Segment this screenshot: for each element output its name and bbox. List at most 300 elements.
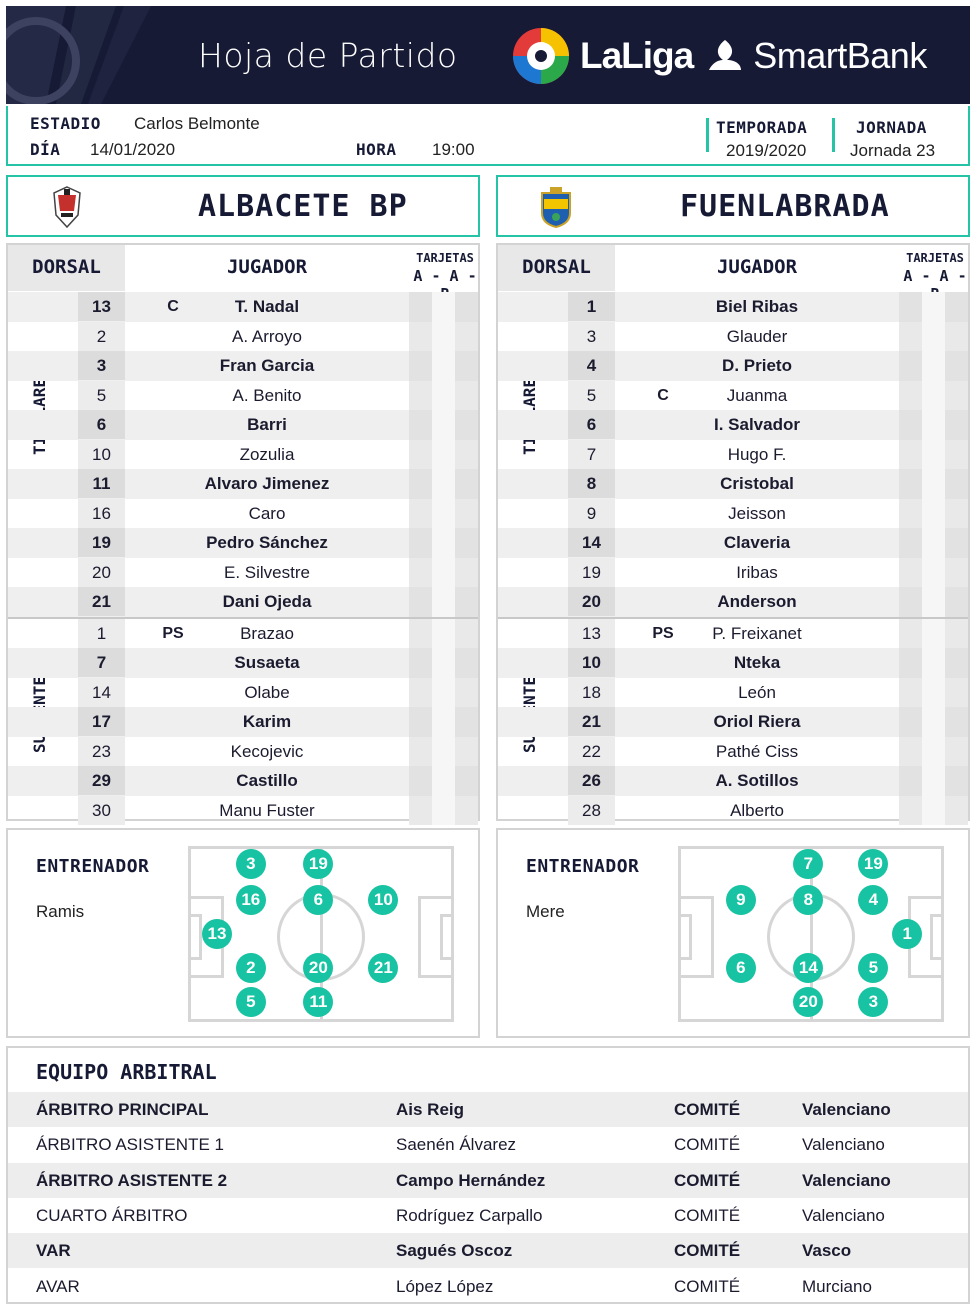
- player-marker: 13: [202, 919, 232, 949]
- player-number: 30: [78, 796, 125, 825]
- player-row: [498, 619, 968, 649]
- jugador-header: JUGADOR: [716, 256, 798, 278]
- smartbank-logo-icon: [705, 36, 745, 76]
- player-row: [498, 440, 968, 470]
- player-name: Caro: [248, 503, 286, 523]
- player-row: [498, 766, 968, 796]
- player-number: 18: [568, 678, 615, 707]
- card-cell: [455, 499, 478, 529]
- card-cell: [455, 410, 478, 440]
- card-cell: [899, 292, 922, 322]
- player-name: Biel Ribas: [715, 297, 799, 316]
- player-name: Barri: [247, 415, 287, 434]
- home-coach-panel: [6, 828, 480, 1038]
- player-name: Kecojevic: [230, 741, 304, 761]
- card-cell: [432, 469, 455, 499]
- referee-role: VAR: [36, 1241, 71, 1261]
- player-row: [8, 292, 478, 322]
- card-cell: [899, 381, 922, 411]
- card-cell: [945, 351, 968, 381]
- player-number: 13: [78, 292, 125, 321]
- card-cell: [945, 440, 968, 470]
- tarjetas-sub: A - A -: [413, 267, 477, 285]
- player-row: [498, 678, 968, 708]
- referee-role: ÁRBITRO ASISTENTE 1: [36, 1135, 224, 1155]
- player-name: Olabe: [244, 682, 290, 702]
- player-name: Susaeta: [234, 653, 300, 672]
- player-number: 16: [78, 499, 125, 528]
- card-cell: [922, 766, 945, 796]
- card-cell: [432, 766, 455, 796]
- player-row: [8, 410, 478, 440]
- player-number: 10: [568, 648, 615, 677]
- player-row: [498, 707, 968, 737]
- player-row: [8, 469, 478, 499]
- comite-value: Valenciano: [802, 1205, 885, 1225]
- card-cell: [899, 440, 922, 470]
- player-marker: 2: [236, 953, 266, 983]
- referee-name: Sagués Oscoz: [396, 1241, 513, 1261]
- player-name: P. Freixanet: [712, 623, 802, 643]
- card-cell: [409, 381, 432, 411]
- player-number: 7: [568, 440, 615, 469]
- card-cell: [409, 292, 432, 322]
- dorsal-header: DORSAL: [498, 245, 615, 291]
- card-cell: [432, 619, 455, 649]
- player-marker: 14: [793, 953, 823, 983]
- section-divider: [8, 617, 478, 619]
- card-cell: [455, 796, 478, 826]
- card-cell: [455, 322, 478, 352]
- card-cell: [432, 587, 455, 617]
- referee-row: [8, 1233, 968, 1268]
- tarjetas-sub: A - A -: [903, 267, 967, 285]
- card-cell: [922, 469, 945, 499]
- player-name: T. Nadal: [234, 297, 300, 316]
- player-number: 8: [568, 469, 615, 498]
- comite-label: COMITÉ: [674, 1100, 741, 1119]
- comite-value: Valenciano: [802, 1135, 885, 1155]
- player-name: Hugo F.: [727, 444, 787, 464]
- card-cell: [945, 381, 968, 411]
- entrenador-label: ENTRENADOR: [36, 856, 150, 877]
- card-cell: [409, 351, 432, 381]
- player-marker: 6: [303, 885, 333, 915]
- card-cell: [455, 678, 478, 708]
- estadio-value: Carlos Belmonte: [134, 114, 260, 133]
- card-cell: [409, 737, 432, 767]
- player-number: 22: [568, 737, 615, 766]
- away-coach-name: Mere: [526, 902, 565, 921]
- temporada-value: 2019/2020: [726, 141, 807, 160]
- player-number: 20: [78, 558, 125, 587]
- player-name: Alberto: [730, 800, 784, 820]
- card-cell: [432, 499, 455, 529]
- dia-value: 14/01/2020: [90, 140, 176, 159]
- card-cell: [432, 796, 455, 826]
- player-number: 26: [568, 766, 615, 795]
- card-cell: [922, 648, 945, 678]
- player-name: Oriol Riera: [713, 712, 801, 731]
- player-row: [8, 648, 478, 678]
- card-cell: [945, 558, 968, 588]
- card-cell: [455, 707, 478, 737]
- comite-value: Murciano: [802, 1276, 872, 1296]
- player-number: 6: [568, 410, 615, 439]
- player-marker: 1: [892, 919, 922, 949]
- player-number: 5: [568, 381, 615, 410]
- card-cell: [899, 619, 922, 649]
- player-marker: 10: [368, 885, 398, 915]
- player-row: [8, 737, 478, 767]
- player-marker: 7: [793, 849, 823, 879]
- card-cell: [922, 558, 945, 588]
- match-info-bar: [6, 106, 970, 166]
- jugador-header: JUGADOR: [226, 256, 308, 278]
- player-number: 4: [568, 351, 615, 380]
- card-cell: [945, 528, 968, 558]
- card-cell: [432, 410, 455, 440]
- card-cell: [922, 678, 945, 708]
- section-divider: [498, 617, 968, 619]
- divider: [832, 118, 835, 152]
- player-number: 9: [568, 499, 615, 528]
- card-cell: [945, 678, 968, 708]
- player-row: [498, 587, 968, 617]
- card-cell: [455, 766, 478, 796]
- player-row: [8, 381, 478, 411]
- player-name: León: [738, 682, 776, 702]
- tarjetas-title: TARJETAS: [416, 251, 474, 265]
- player-flag: C: [657, 386, 669, 404]
- player-row: [498, 648, 968, 678]
- jornada-value: Jornada 23: [850, 141, 936, 160]
- card-cell: [432, 440, 455, 470]
- player-name: Castillo: [236, 771, 298, 790]
- player-name: A. Sotillos: [715, 771, 799, 790]
- comite-label: COMITÉ: [674, 1135, 741, 1155]
- player-number: 1: [568, 292, 615, 321]
- referee-row: [8, 1198, 968, 1233]
- referee-role: CUARTO ÁRBITRO: [36, 1205, 188, 1225]
- player-name: Zozulia: [239, 444, 295, 464]
- player-row: [8, 499, 478, 529]
- player-marker: 8: [793, 885, 823, 915]
- player-row: [8, 528, 478, 558]
- card-cell: [432, 528, 455, 558]
- player-name: E. Silvestre: [224, 562, 310, 582]
- player-row: [8, 322, 478, 352]
- card-cell: [922, 619, 945, 649]
- player-row: [8, 558, 478, 588]
- player-name: Glauder: [726, 326, 788, 346]
- hora-label: HORA: [356, 140, 397, 159]
- card-cell: [455, 528, 478, 558]
- card-cell: [899, 587, 922, 617]
- away-team-header: [496, 175, 970, 237]
- player-name: Dani Ojeda: [222, 592, 312, 611]
- referee-panel: [6, 1046, 970, 1304]
- referee-name: Rodríguez Carpallo: [396, 1205, 543, 1225]
- player-row: [8, 587, 478, 617]
- player-marker: 6: [726, 953, 756, 983]
- card-cell: [899, 558, 922, 588]
- card-cell: [455, 351, 478, 381]
- home-team-header: [6, 175, 480, 237]
- home-coach-name: Ramis: [36, 902, 85, 921]
- card-cell: [899, 707, 922, 737]
- player-row: [498, 796, 968, 826]
- player-marker: 20: [793, 987, 823, 1017]
- player-row: [498, 381, 968, 411]
- fuenlabrada-crest-icon: [538, 185, 574, 229]
- player-number: 21: [568, 707, 615, 736]
- roster-header: [8, 245, 478, 291]
- player-name: Cristobal: [720, 474, 794, 493]
- card-cell: [945, 499, 968, 529]
- player-number: 10: [78, 440, 125, 469]
- card-cell: [945, 322, 968, 352]
- referee-title: EQUIPO ARBITRAL: [36, 1060, 217, 1084]
- player-row: [498, 410, 968, 440]
- card-cell: [432, 737, 455, 767]
- card-cell: [922, 322, 945, 352]
- away-coach-panel: [496, 828, 970, 1038]
- player-number: 19: [568, 558, 615, 587]
- player-row: [498, 558, 968, 588]
- temporada-label: TEMPORADA: [716, 118, 808, 137]
- referee-name: Saenén Álvarez: [396, 1135, 517, 1155]
- player-row: [498, 737, 968, 767]
- player-marker: 9: [726, 885, 756, 915]
- player-row: [8, 619, 478, 649]
- player-name: Anderson: [717, 592, 797, 611]
- card-cell: [455, 648, 478, 678]
- player-number: 14: [568, 528, 615, 557]
- jornada-label: JORNADA: [856, 118, 927, 137]
- card-cell: [432, 381, 455, 411]
- card-cell: [455, 619, 478, 649]
- player-number: 14: [78, 678, 125, 707]
- card-cell: [945, 648, 968, 678]
- referee-row: [8, 1269, 968, 1304]
- home-team-name: ALBACETE BP: [198, 189, 408, 224]
- comite-label: COMITÉ: [674, 1170, 741, 1190]
- player-row: [8, 766, 478, 796]
- player-name: D. Prieto: [722, 356, 792, 375]
- card-cell: [945, 469, 968, 499]
- card-cell: [432, 648, 455, 678]
- card-cell: [455, 587, 478, 617]
- player-number: 5: [78, 381, 125, 410]
- player-marker: 3: [858, 987, 888, 1017]
- card-cell: [899, 410, 922, 440]
- player-marker: 5: [858, 953, 888, 983]
- player-name: Pedro Sánchez: [206, 533, 328, 552]
- card-cell: [922, 292, 945, 322]
- card-cell: [922, 410, 945, 440]
- player-marker: 4: [858, 885, 888, 915]
- player-number: 2: [78, 322, 125, 351]
- referee-row: [8, 1127, 968, 1162]
- card-cell: [899, 528, 922, 558]
- player-number: 20: [568, 587, 615, 616]
- card-cell: [922, 499, 945, 529]
- card-cell: [922, 707, 945, 737]
- estadio-label: ESTADIO: [30, 114, 101, 133]
- player-name: Brazao: [240, 623, 294, 643]
- dorsal-header: DORSAL: [8, 245, 125, 291]
- player-name: A. Arroyo: [232, 326, 302, 346]
- card-cell: [899, 469, 922, 499]
- card-cell: [945, 707, 968, 737]
- card-cell: [899, 766, 922, 796]
- player-name: I. Salvador: [714, 415, 800, 434]
- comite-value: Valenciano: [802, 1100, 891, 1119]
- card-cell: [409, 469, 432, 499]
- comite-value: Vasco: [802, 1241, 852, 1261]
- player-number: 3: [78, 351, 125, 380]
- player-name: Fran Garcia: [219, 356, 315, 375]
- player-row: [498, 469, 968, 499]
- card-cell: [945, 410, 968, 440]
- card-cell: [455, 469, 478, 499]
- player-name: Manu Fuster: [219, 800, 315, 820]
- divider: [706, 118, 709, 152]
- card-cell: [455, 558, 478, 588]
- comite-value: Valenciano: [802, 1170, 891, 1190]
- entrenador-label: ENTRENADOR: [526, 856, 640, 877]
- player-flag: C: [167, 298, 179, 315]
- card-cell: [409, 528, 432, 558]
- tarjetas-title: TARJETAS: [906, 251, 964, 265]
- card-cell: [455, 292, 478, 322]
- stadium-decoration-icon: [6, 6, 156, 104]
- player-row: [498, 351, 968, 381]
- card-cell: [409, 678, 432, 708]
- brand-smartbank: SmartBank: [753, 35, 927, 76]
- home-roster: [6, 243, 480, 821]
- player-number: 11: [78, 469, 125, 498]
- card-cell: [409, 440, 432, 470]
- card-cell: [432, 558, 455, 588]
- card-cell: [432, 292, 455, 322]
- player-row: [498, 322, 968, 352]
- referee-role: ÁRBITRO PRINCIPAL: [36, 1100, 209, 1119]
- player-row: [8, 440, 478, 470]
- player-number: 1: [78, 619, 125, 648]
- referee-name: López López: [396, 1276, 494, 1296]
- card-cell: [409, 796, 432, 826]
- player-name: Alvaro Jimenez: [204, 474, 330, 493]
- brand-laliga: LaLiga: [580, 35, 694, 76]
- card-cell: [409, 322, 432, 352]
- player-flag: PS: [162, 624, 184, 642]
- away-formation-pitch: [678, 846, 944, 1022]
- page-title: Hoja de Partido: [198, 36, 458, 75]
- card-cell: [945, 292, 968, 322]
- player-row: [8, 796, 478, 826]
- dia-label: DÍA: [30, 140, 61, 159]
- albacete-crest-icon: [52, 185, 82, 229]
- card-cell: [409, 707, 432, 737]
- card-cell: [922, 528, 945, 558]
- card-cell: [455, 381, 478, 411]
- player-row: [498, 528, 968, 558]
- referee-row: [8, 1163, 968, 1198]
- card-cell: [409, 499, 432, 529]
- laliga-brand: [510, 26, 927, 86]
- card-cell: [409, 587, 432, 617]
- laliga-logo-icon: [510, 25, 572, 87]
- header-banner: [6, 6, 970, 104]
- card-cell: [922, 737, 945, 767]
- player-name: Iribas: [736, 562, 778, 582]
- card-cell: [899, 678, 922, 708]
- player-marker: 21: [368, 953, 398, 983]
- referee-row: [8, 1092, 968, 1127]
- card-cell: [922, 440, 945, 470]
- player-marker: 19: [858, 849, 888, 879]
- card-cell: [922, 796, 945, 826]
- player-number: 28: [568, 796, 615, 825]
- player-marker: 16: [236, 885, 266, 915]
- referee-name: Ais Reig: [396, 1100, 465, 1119]
- player-number: 29: [78, 766, 125, 795]
- card-cell: [945, 737, 968, 767]
- card-cell: [455, 737, 478, 767]
- card-cell: [945, 796, 968, 826]
- card-cell: [432, 351, 455, 381]
- card-cell: [899, 351, 922, 381]
- card-cell: [432, 322, 455, 352]
- referee-role: ÁRBITRO ASISTENTE 2: [36, 1170, 228, 1190]
- player-marker: 5: [236, 987, 266, 1017]
- card-cell: [409, 410, 432, 440]
- card-cell: [899, 322, 922, 352]
- player-flag: PS: [652, 624, 674, 642]
- card-cell: [945, 766, 968, 796]
- away-roster: [496, 243, 970, 821]
- away-team-name: FUENLABRADA: [680, 189, 890, 224]
- card-cell: [945, 619, 968, 649]
- player-row: [498, 292, 968, 322]
- player-marker: 19: [303, 849, 333, 879]
- player-row: [498, 499, 968, 529]
- player-name: Juanma: [726, 385, 788, 405]
- player-name: Nteka: [733, 653, 781, 672]
- player-row: [8, 678, 478, 708]
- player-number: 19: [78, 528, 125, 557]
- card-cell: [945, 587, 968, 617]
- card-cell: [899, 737, 922, 767]
- player-marker: 3: [236, 849, 266, 879]
- card-cell: [899, 648, 922, 678]
- player-name: A. Benito: [232, 385, 302, 405]
- home-formation-pitch: [188, 846, 454, 1022]
- referee-role: AVAR: [36, 1276, 80, 1296]
- card-cell: [922, 381, 945, 411]
- player-number: 6: [78, 410, 125, 439]
- comite-label: COMITÉ: [674, 1241, 741, 1261]
- player-number: 3: [568, 322, 615, 351]
- player-number: 7: [78, 648, 125, 677]
- player-row: [8, 351, 478, 381]
- card-cell: [409, 648, 432, 678]
- player-name: Karim: [242, 712, 292, 731]
- player-number: 17: [78, 707, 125, 736]
- player-number: 23: [78, 737, 125, 766]
